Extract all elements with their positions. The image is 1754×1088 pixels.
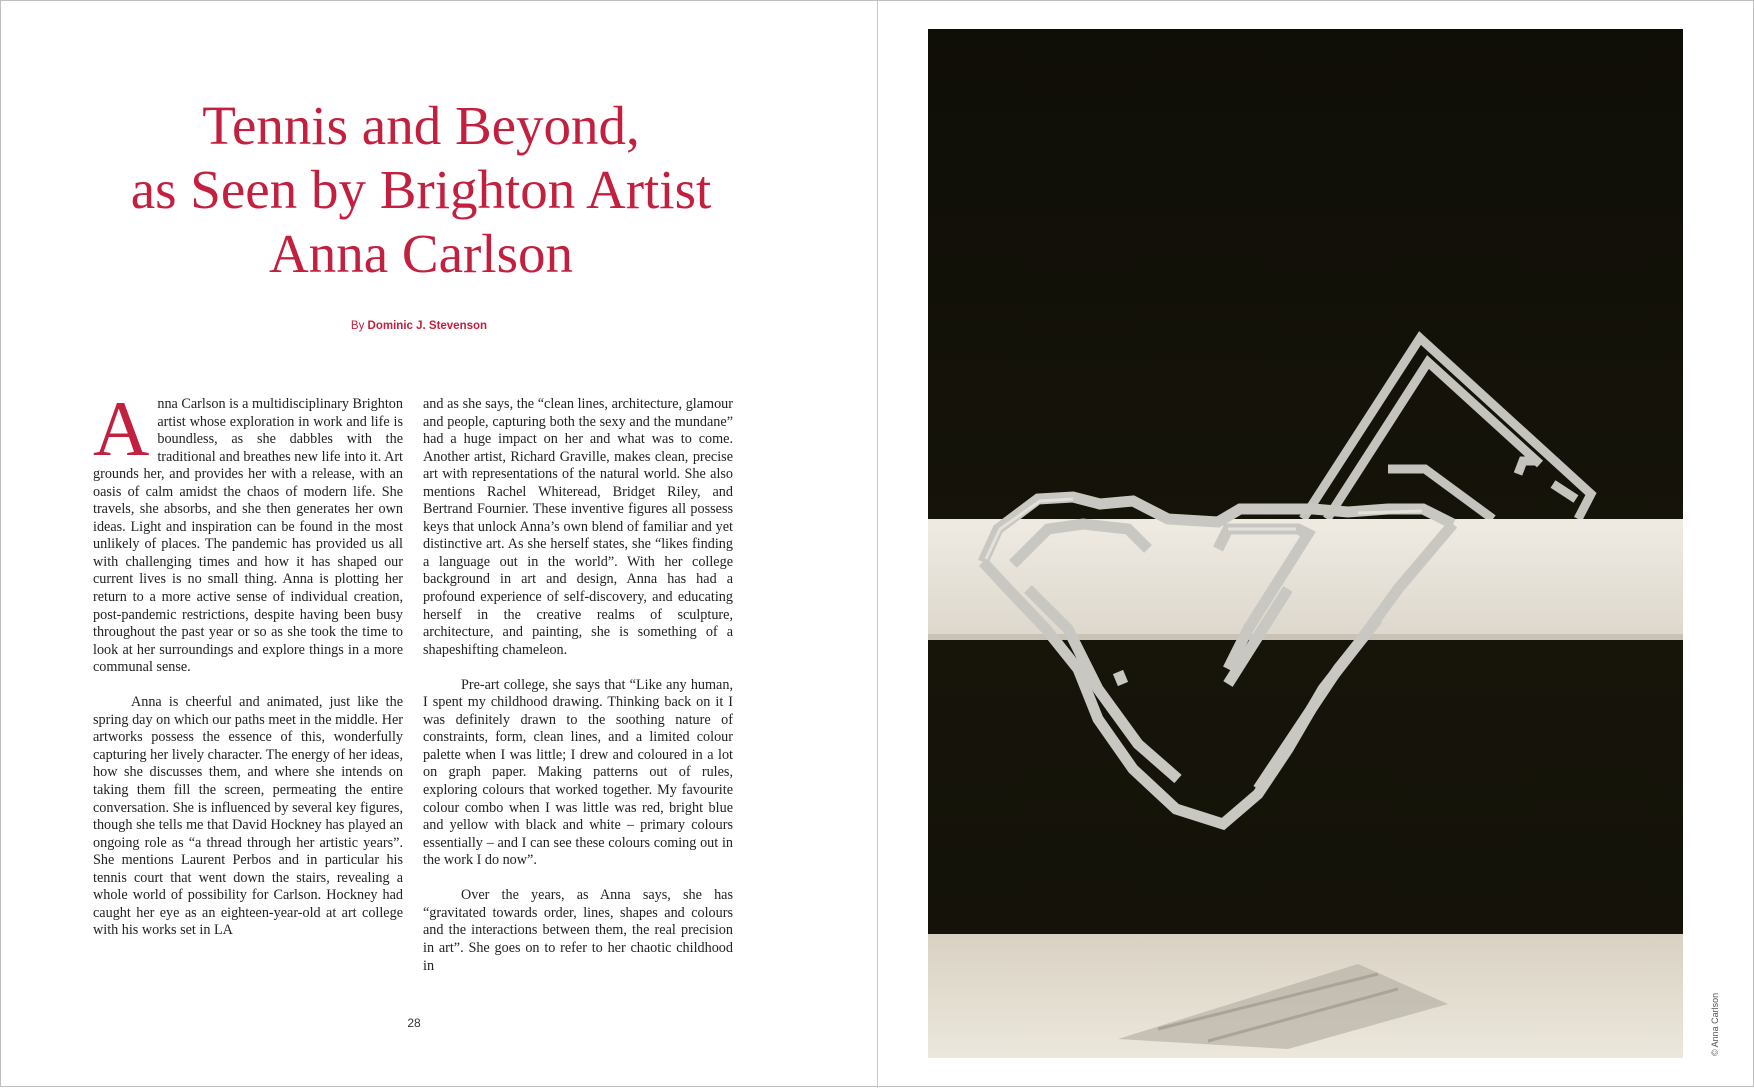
page-number: 28: [407, 1016, 421, 1030]
byline-author: Dominic J. Stevenson: [367, 320, 488, 332]
photo-credit: © Anna Carlson: [1710, 992, 1720, 1056]
text-column-1: [93, 385, 403, 940]
paragraph-text: nna Carlson is a multidisciplinary Brighton artist whose exploration in work and life is boundless, as she dabbles with the traditional and breathes new life into it. Art grounds her, and provides her with a release, with an oasis of calm amidst the chaos of modern life. She travels, she absorbs, and she then generates her own ideas. Light and inspiration can be found in the most unlikely of places. The pandemic has provided us all with challenging times and how it has shaped our current lives is no small thing. Anna is plotting her return to a more active sense of individual creation, post-pandemic restrictions, despite having been busy throughout the past year or so as she took the time to look at her surroundings and explore things in a more communal sense.: [93, 396, 403, 676]
title-line-2: as Seen by Brighton Artist: [130, 159, 712, 220]
paragraph: and as she says, the “clean lines, architecture, glamour and people, capturing both the sexy and the mundane” had a huge impact on her and what was to come. Another artist, Richard Graville, makes clean, precise art with representations of the natural world. She also mentions Rachel Whiteread, Bridget Riley, and Bertrand Fournier. These inventive figures all possess keys that unlock Anna’s own blend of familiar and yet distinctive art. As she herself states, she “likes finding a language out in the world”. With her college background in art and design, Anna has had a profound experience of self-discovery, and educating herself in the creative realms of sculpture, architecture, and painting, she is something of a shapeshifting chameleon.: [423, 396, 733, 658]
title-line-3: Anna Carlson: [269, 223, 573, 284]
article-title: [61, 94, 781, 286]
right-page: [878, 1, 1754, 1088]
paragraph: Over the years, as Anna says, she has “gravitated towards order, lines, shapes and colours and the interactions between them, the real precision in art”. She goes on to refer to her chaotic childhood in: [423, 887, 733, 974]
paragraph: Anna is cheerful and animated, just like the spring day on which our paths meet in the middle. Her artworks possess the essence of this, wonderfully capturing her lively character. The energy of her ideas, how she discusses them, and where she intends on taking them fill the screen, permeating the entire conversation. She is influenced by several key figures, though she tells me that David Hockney has played an ongoing role as “a thread through her artistic years”. She mentions Laurent Perbos and in particular his tennis court that went down the stairs, revealing a whole world of possibility for Carlson. Hockney had caught her eye as an eighteen-year-old at art college with his works set in LA: [93, 694, 403, 939]
byline-prefix: By: [350, 320, 365, 332]
text-column-2: [423, 396, 733, 975]
byline: [1, 320, 837, 332]
shelf-edge: [928, 634, 1683, 640]
paragraph: [93, 385, 403, 677]
drop-cap: A: [93, 385, 150, 472]
sculpture-photo: [928, 29, 1683, 1058]
title-line-1: Tennis and Beyond,: [202, 95, 640, 156]
left-page: [1, 1, 877, 1088]
paragraph: Pre-art college, she says that “Like any human, I spent my childhood drawing. Thinking back on it I was definitely drawn to the soothing nature of constraints, form, clean lines, and a limited colour palette when I was little; I drew and coloured in a lot on graph paper. Making patterns out of rules, exploring colours that worked together. My favourite colour combo when I was little was red, bright blue and yellow with black and white – primary colours essentially – and I can see these colours coming out in the work I do now”.: [423, 676, 733, 869]
